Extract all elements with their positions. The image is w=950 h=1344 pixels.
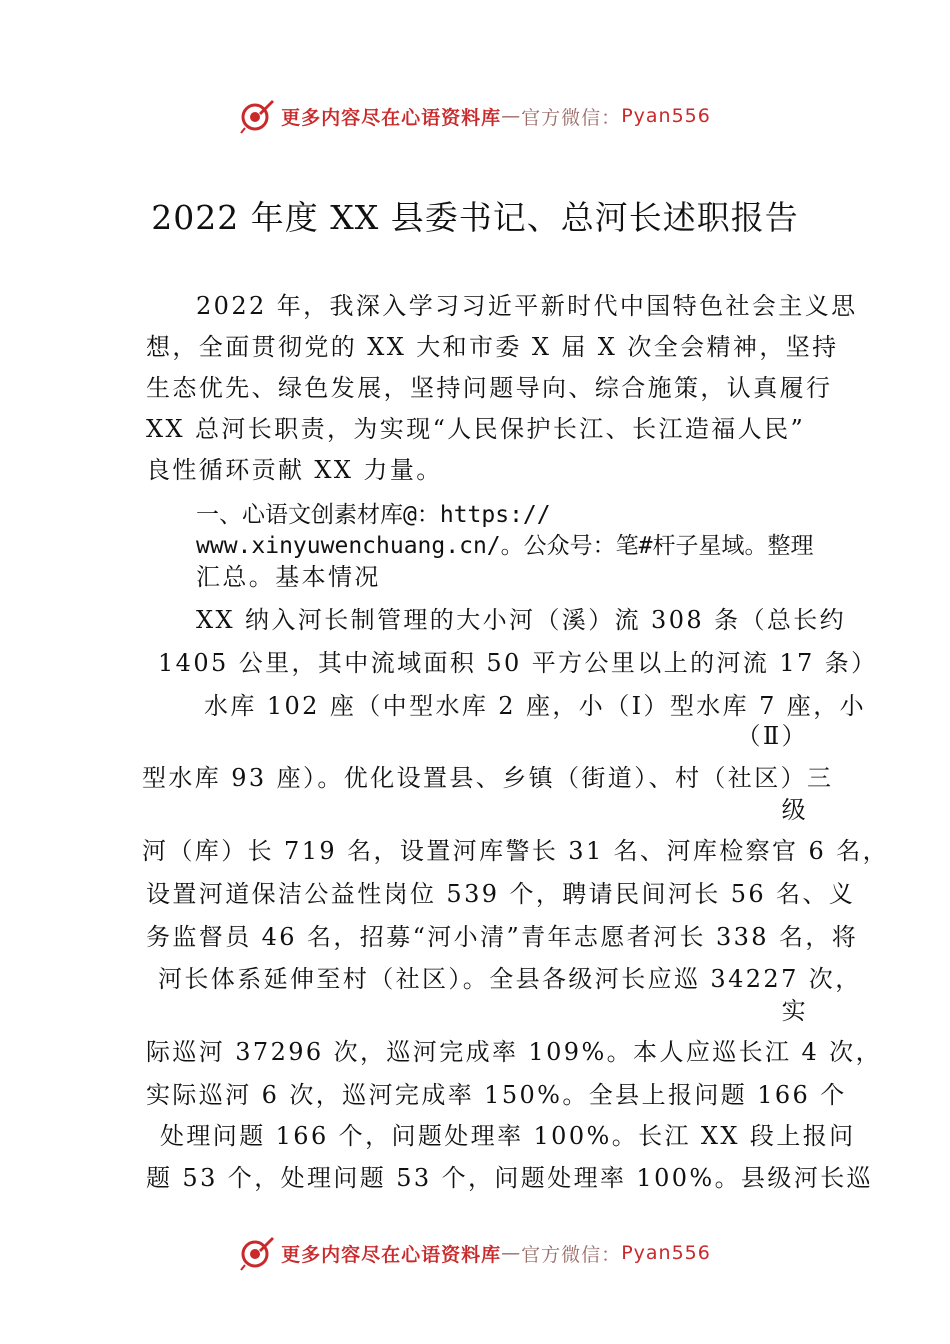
body-line: 际巡河 37296 次，巡河完成率 109%。本人应巡长江 4 次， — [146, 1038, 882, 1066]
body-line: www.xinyuwenchuang.cn/。公众号：笔#杆子星域。整理 — [196, 533, 814, 559]
body-line: 2022 年，我深入学习习近平新时代中国特色社会主义思 — [196, 292, 858, 320]
watermark-account: Pyan556 — [621, 105, 711, 127]
body-line: 设置河道保洁公益性岗位 539 个，聘请民间河长 56 名、义 — [146, 880, 856, 908]
body-line: 生态优先、绿色发展，坚持问题导向、综合施策，认真履行 — [146, 374, 833, 402]
body-line: 汇总。基本情况 — [196, 563, 381, 591]
body-line: 想，全面贯彻党的 XX 大和市委 X 届 X 次全会精神，坚持 — [146, 333, 839, 361]
body-line: 水库 102 座（中型水库 2 座，小（Ⅰ）型水库 7 座，小 — [204, 692, 866, 720]
watermark-label: 官方微信： — [521, 1243, 622, 1266]
body-line: XX 总河长职责，为实现“人民保护长江、长江造福人民” — [146, 415, 806, 443]
pen-logo-icon — [239, 98, 275, 134]
watermark-footer — [0, 1233, 950, 1273]
watermark-separator: — — [501, 105, 522, 127]
document-title: 2022 年度 XX 县委书记、总河长述职报告 — [151, 198, 799, 237]
body-line: 实际巡河 6 次，巡河完成率 150%。全县上报问题 166 个 — [146, 1081, 847, 1109]
section-heading: 一、心语文创素材库@：https:// — [196, 502, 551, 528]
body-line: 河长体系延伸至村（社区）。全县各级河长应巡 34227 次， — [158, 965, 862, 993]
body-line: XX 纳入河长制管理的大小河（溪）流 308 条（总长约 — [196, 606, 847, 634]
body-line: 良性循环贡献 XX 力量。 — [146, 456, 443, 484]
watermark-header — [0, 96, 950, 136]
watermark-text: 更多内容尽在心语资料库 — [281, 106, 502, 129]
pen-logo-icon — [239, 1235, 275, 1271]
body-line: 1405 公里，其中流域面积 50 平方公里以上的河流 17 条） — [158, 649, 878, 677]
body-line: （Ⅱ） — [736, 722, 808, 750]
body-line: 级 — [781, 796, 808, 824]
watermark-account: Pyan556 — [621, 1242, 711, 1264]
body-line: 河（库）长 719 名，设置河库警长 31 名、河库检察官 6 名， — [142, 837, 889, 865]
body-line: 实 — [781, 997, 808, 1025]
watermark-label: 官方微信： — [521, 106, 622, 129]
watermark-separator: — — [501, 1242, 522, 1264]
body-line: 题 53 个，处理问题 53 个，问题处理率 100%。县级河长巡 — [146, 1164, 874, 1192]
body-line: 处理问题 166 个，问题处理率 100%。长江 XX 段上报问 — [160, 1122, 856, 1150]
body-line: 务监督员 46 名，招募“河小清”青年志愿者河长 338 名，将 — [146, 923, 859, 951]
watermark-text: 更多内容尽在心语资料库 — [281, 1243, 502, 1266]
body-line: 型水库 93 座）。优化设置县、乡镇（街道）、村（社区）三 — [142, 764, 834, 792]
